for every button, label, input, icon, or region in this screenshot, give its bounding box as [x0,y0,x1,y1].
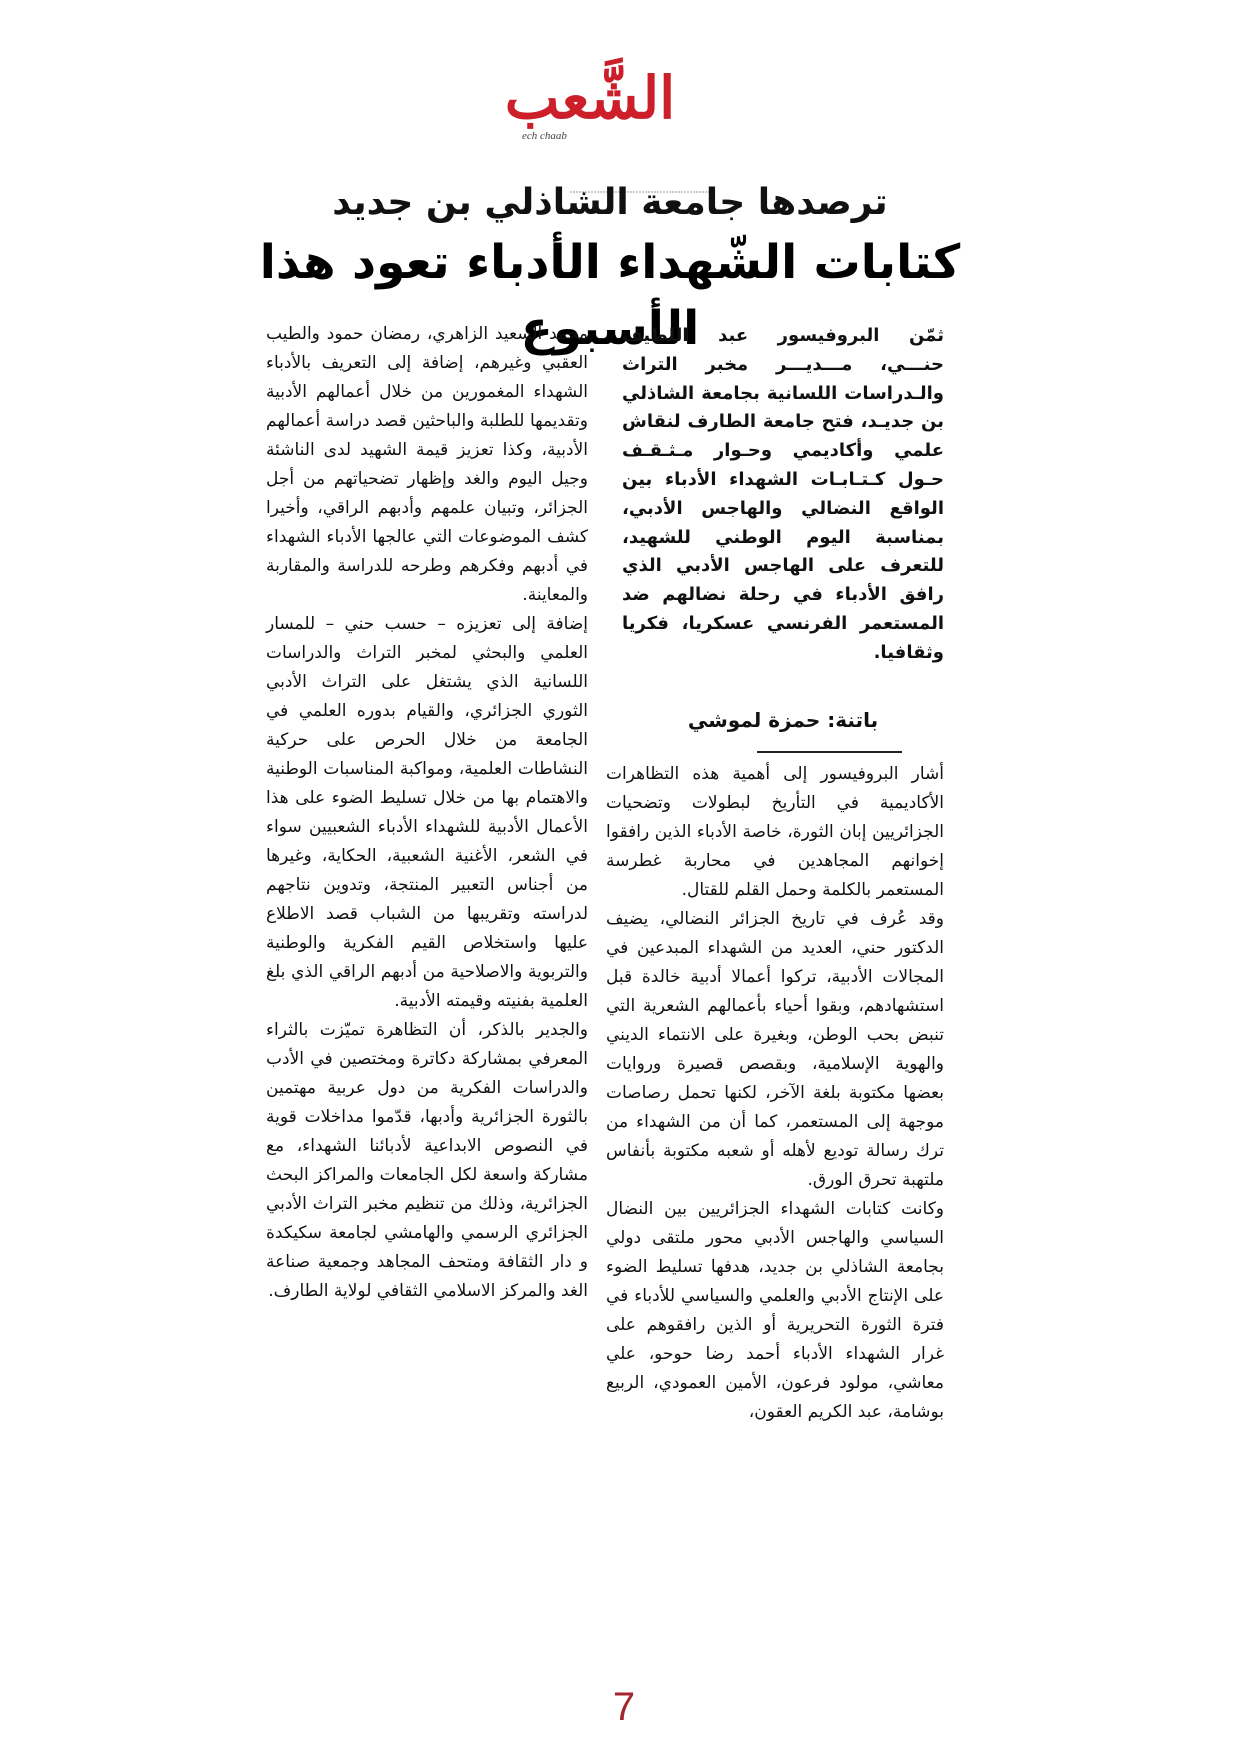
paragraph: وكانت كتابات الشهداء الجزائريين بين النضال السياسي والهاجس الأدبي محور ملتقى دولي بجامعة الشاذلي بن جديد، هدفها تسليط الضوء على الإنتاج الأدبي والعلمي والسياسي للأدباء في فترة الثورة التحريرية أو الذين رافقوهم على غرار الشهداء الأدباء أحمد رضا حوحو، علي معاشي، مولود فرعون، الأمين العمودي، الربيع بوشامة، عبد الكريم العقون، [606,1199,944,1422]
article-column-left [266,320,588,1306]
page-number: 7 [612,1685,636,1729]
paragraph: والجدير بالذكر، أن التظاهرة تميّزت بالثراء المعرفي بمشاركة دكاترة ومختصين في الأدب والدراسات الفكرية من دول عربية مهتمين بالثورة الجزائرية وأدبها، قدّموا مداخلات قوية في النصوص الابداعية لأدبائنا الشهداء، مع مشاركة واسعة لكل الجامعات والمراكز البحث الجزائرية، وذلك من تنظيم مخبر التراث الأدبي الجزائري الرسمي والهامشي لجامعة سكيكدة و دار الثقافة ومتحف المجاهد وجمعية صناعة الغد والمركز الاسلامي الثقافي لولاية الطارف. [266,1020,588,1301]
article-kicker: ترصدها جامعة الشاذلي بن جديد [332,182,888,223]
masthead-latin-text: ech chaab [522,130,567,142]
byline-divider [757,751,902,753]
article-lead: ثمّن البروفيسور عبد اللطيف حنـــي، مـــديـــر مخبر التراث والـدراسات اللسانية بجامعة الشاذلي بن جديـد، فتح جامعة الطارف لنقاش علمي وأكاديمي وحـوار مـثـقـف حـول كـتـابـات الشهداء الأدباء بين الواقع النضالي والهاجس الأدبي، بمناسبة اليوم الوطني للشهيد، للتعرف على الهاجس الأدبي الذي رافق الأدباء في رحلة نضالهم ضد المستعمر الفرنسي عسكريا، فكريا وثقافيا. [622,325,944,663]
masthead-logo: الشَّعب [504,64,676,132]
paragraph: وقد عُرف في تاريخ الجزائر النضالي، يضيف الدكتور حني، العديد من الشهداء المبدعين في المجالات الأدبية، تركوا أعمالا أدبية خالدة قبل استشهادهم، وبقوا أحياء بأعمالهم الشعرية التي تنبض بحب الوطن، وبغيرة على الانتماء الديني والهوية الإسلامية، وبقصص قصيرة وروايات بعضها مكتوبة بلغة الآخر، لكنها تحمل رصاصات موجهة إلى المستعمر، كما أن من الشهداء من ترك رسالة توديع لأهله أو شعبه مكتوبة بأنفاس ملتهبة تحرق الورق. [606,909,944,1190]
paragraph: أشار البروفيسور إلى أهمية هذه التظاهرات الأكاديمية في التأريخ لبطولات وتضحيات الجزائريين إبان الثورة، خاصة الأدباء الذين رافقوا إخوانهم المجاهدين في محاربة غطرسة المستعمر بالكلمة وحمل القلم للقتال. [606,764,944,900]
article-byline: باتنة: حمزة لموشي [687,708,879,732]
paragraph: محمد السعيد الزاهري، رمضان حمود والطيب العقبي وغيرهم، إضافة إلى التعريف بالأدباء الشهداء المغمورين من خلال أعمالهم الأدبية وتقديمها للطلبة والباحثين قصد دراسة أعمالهم الأدبية، وكذا تعزيز قيمة الشهيد لدى الناشئة وجيل اليوم والغد وإظهار تضحياتهم من أجل الجزائر، وتبيان علمهم وأدبهم الراقي، وأخيرا كشف الموضوعات التي عالجها الأدباء الشهداء في أدبهم وفكرهم وطرحه للدراسة والمقاربة والمعاينة. [266,324,588,605]
masthead [470,58,710,153]
article-headline: كتابات الشّهداء الأدباء تعود هذا الأسبوع [259,235,961,356]
paragraph: إضافة إلى تعزيزه – حسب حني – للمسار العلمي والبحثي لمخبر التراث والدراسات اللسانية الذي يشتغل على التراث الأدبي الثوري الجزائري، والقيام بدوره العلمي في الجامعة من خلال الحرص على حركية النشاطات العلمية، ومواكبة المناسبات الوطنية والاهتمام بها من خلال تسليط الضوء على هذا الأعمال الأدبية للشهداء الأدباء الشعبيين سواء في الشعر، الأغنية الشعبية، الحكاية، وغيرها من أجناس التعبير المنتجة، وتدوين نتاجهم لدراسته وتقريبها من الشباب قصد الاطلاع عليها واستخلاص القيم الفكرية والوطنية والتربوية والاصلاحية من أدبهم الراقي الذي بلغ العلمية بفنيته وقيمته الأدبية. [266,614,588,1011]
article-column-right [606,760,944,1427]
